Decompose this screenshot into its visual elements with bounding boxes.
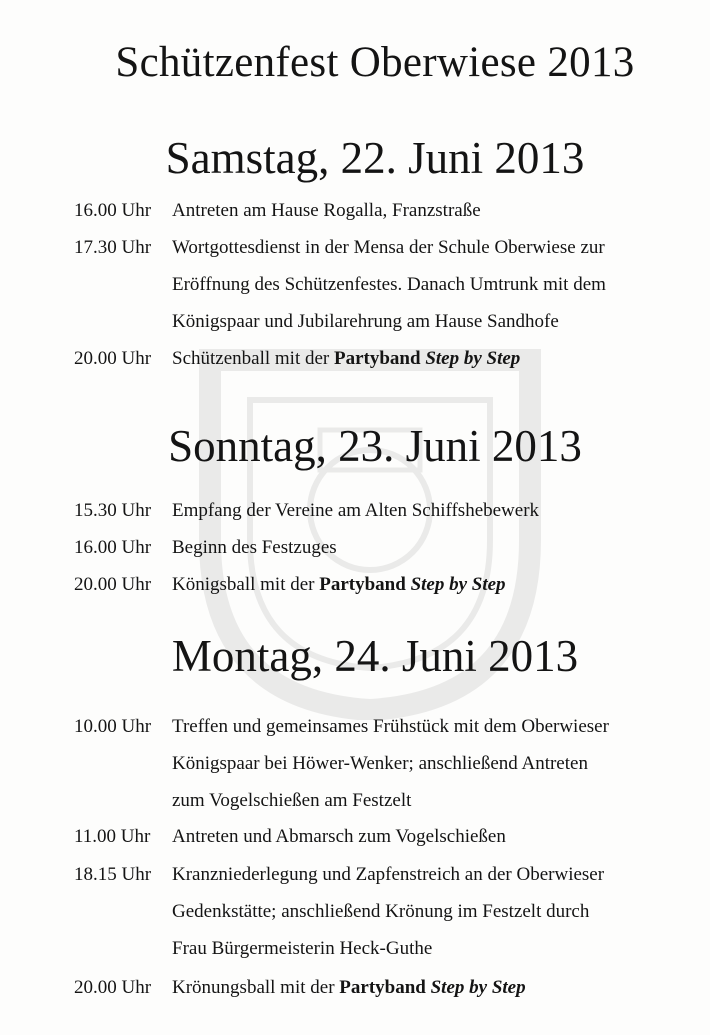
event-time: 20.00 Uhr (74, 977, 152, 998)
day-heading-sunday: Sonntag, 23. Juni 2013 (168, 421, 582, 471)
event-text (172, 969, 690, 1006)
event-time: 15.30 Uhr (74, 500, 152, 521)
day-heading-saturday: Samstag, 22. Juni 2013 (165, 133, 585, 183)
event-text (172, 340, 690, 377)
event-time: 16.00 Uhr (74, 200, 152, 221)
event-time: 17.30 Uhr (74, 237, 152, 258)
band-name: Step by Step (410, 574, 506, 595)
band-name: Step by Step (430, 977, 526, 998)
event-time: 18.15 Uhr (74, 864, 152, 885)
event-text: Königspaar und Jubilarehrung am Hause Sandhofe (172, 311, 559, 332)
page-title: Schützenfest Oberwiese 2013 (115, 39, 635, 86)
event-text: Wortgottesdienst in der Mensa der Schule Oberwiese zur (172, 237, 605, 258)
event-time: 11.00 Uhr (74, 826, 151, 847)
event-text: Beginn des Festzuges (172, 537, 337, 558)
event-prefix: Königsball mit der (172, 574, 320, 595)
event-text: Frau Bürgermeisterin Heck-Guthe (172, 938, 433, 959)
event-text: Eröffnung des Schützenfestes. Danach Umtrunk mit dem (172, 274, 606, 295)
band-label: Partyband (339, 977, 426, 998)
event-text: zum Vogelschießen am Festzelt (172, 790, 412, 811)
event-text: Antreten am Hause Rogalla, Franzstraße (172, 200, 481, 221)
band-label: Partyband (319, 574, 406, 595)
event-text: Gedenkstätte; anschließend Krönung im Festzelt durch (172, 901, 590, 922)
event-prefix: Schützenball mit der (172, 348, 334, 369)
event-text: Kranzniederlegung und Zapfenstreich an der Oberwieser (172, 864, 605, 885)
band-name: Step by Step (425, 348, 521, 369)
event-text: Empfang der Vereine am Alten Schiffshebewerk (172, 500, 540, 521)
event-time: 16.00 Uhr (74, 537, 152, 558)
event-time: 20.00 Uhr (74, 348, 152, 369)
event-time: 20.00 Uhr (74, 574, 152, 595)
day-heading-monday: Montag, 24. Juni 2013 (171, 631, 579, 681)
event-text: Treffen und gemeinsames Frühstück mit dem Oberwieser (172, 716, 609, 737)
event-prefix: Krönungsball mit der (172, 977, 340, 998)
event-text: Königspaar bei Höwer-Wenker; anschließend Antreten (172, 753, 588, 774)
event-text (172, 566, 690, 603)
event-time: 10.00 Uhr (74, 716, 152, 737)
band-label: Partyband (333, 348, 421, 369)
event-text: Antreten und Abmarsch zum Vogelschießen (172, 826, 506, 847)
